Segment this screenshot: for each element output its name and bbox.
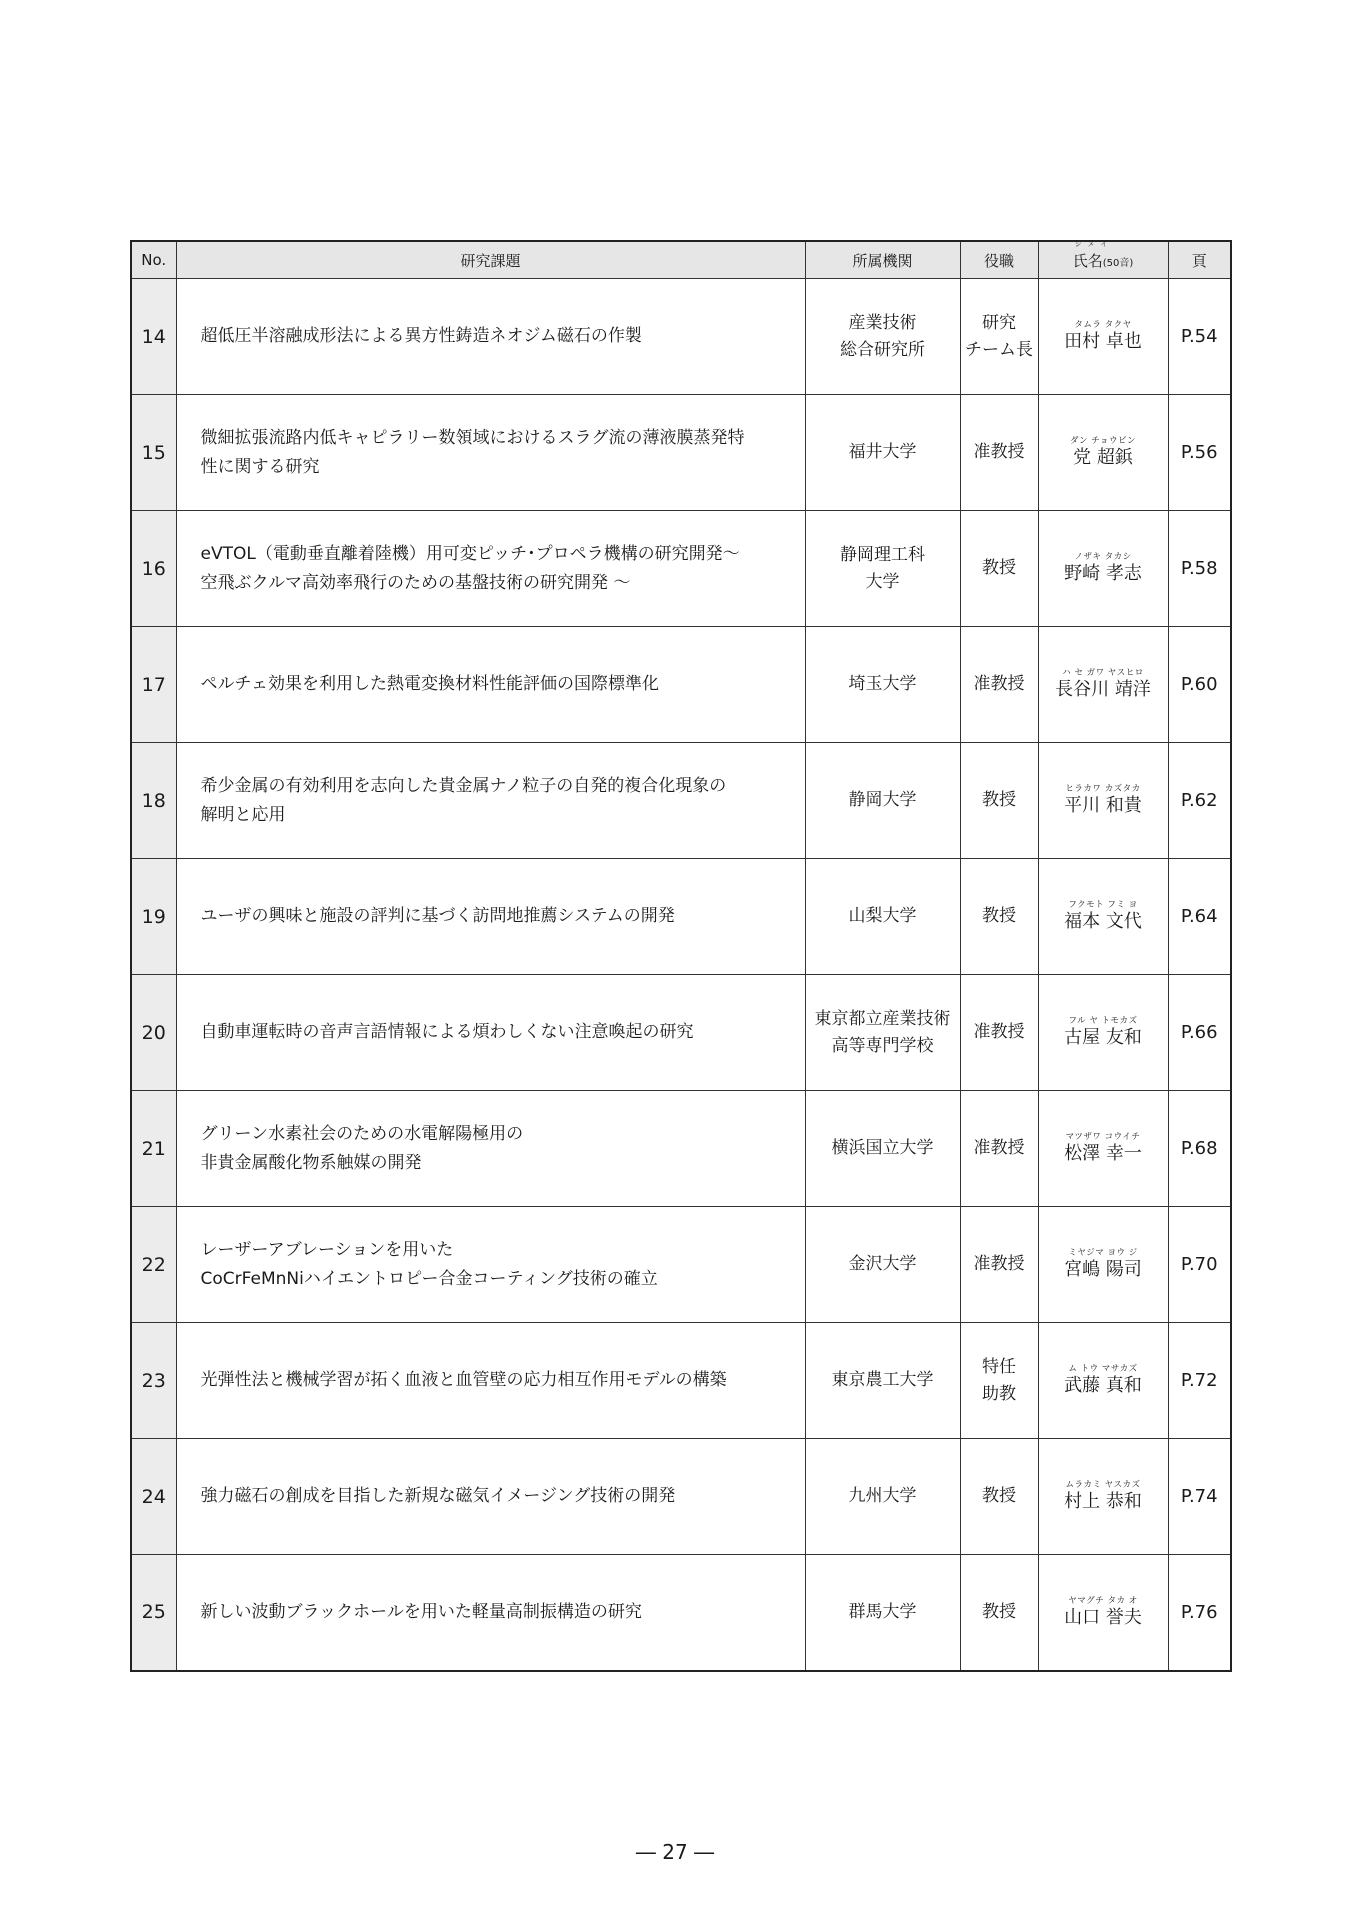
table-row xyxy=(131,1091,1231,1207)
row-name: 長谷川 靖洋 xyxy=(1055,679,1151,700)
header-name-cell xyxy=(1038,241,1168,279)
row-title-line: 空飛ぶクルマ高効率飛行のための基盤技術の研究開発 ～ xyxy=(200,572,631,593)
row-position-line: 准教授 xyxy=(973,1022,1025,1042)
row-no: 15 xyxy=(131,395,176,511)
row-org-line: 九州大学 xyxy=(848,1486,917,1506)
row-org-line: 静岡大学 xyxy=(848,790,917,810)
row-org-line: 産業技術 xyxy=(848,312,917,333)
row-position-line: 准教授 xyxy=(973,674,1025,694)
row-no: 16 xyxy=(131,511,176,627)
row-position-line: 教授 xyxy=(982,1486,1016,1506)
row-title xyxy=(176,743,805,859)
row-org-line: 高等専門学校 xyxy=(831,1035,934,1056)
row-title xyxy=(176,279,805,395)
row-org-line: 大学 xyxy=(865,571,900,592)
header-org: 所属機関 xyxy=(805,241,960,279)
row-name-cell xyxy=(1038,1555,1168,1671)
row-no: 17 xyxy=(131,627,176,743)
row-title xyxy=(176,1091,805,1207)
row-org xyxy=(805,511,960,627)
table-row xyxy=(131,859,1231,975)
row-page: P.62 xyxy=(1168,743,1231,859)
table-row xyxy=(131,279,1231,395)
row-name-ruby: ノザキ タカシ xyxy=(1074,552,1132,562)
header-title: 研究課題 xyxy=(176,241,805,279)
row-org-line: 横浜国立大学 xyxy=(831,1138,934,1158)
row-no: 24 xyxy=(131,1439,176,1555)
row-page: P.72 xyxy=(1168,1323,1231,1439)
row-title-line: 超低圧半溶融成形法による異方性鋳造ネオジム磁石の作製 xyxy=(200,326,642,346)
row-name-ruby: フル ヤ トモカズ xyxy=(1068,1016,1138,1026)
row-title-line: グリーン水素社会のための水電解陽極用の xyxy=(200,1123,524,1144)
row-org xyxy=(805,975,960,1091)
row-position xyxy=(960,859,1038,975)
row-name-cell xyxy=(1038,1091,1168,1207)
row-no: 18 xyxy=(131,743,176,859)
header-no: No. xyxy=(131,241,176,279)
row-name-ruby: タムラ タクヤ xyxy=(1074,320,1132,330)
row-title xyxy=(176,975,805,1091)
row-name: 党 超鋲 xyxy=(1073,447,1133,468)
row-org xyxy=(805,859,960,975)
row-no: 21 xyxy=(131,1091,176,1207)
row-title-line: 希少金属の有効利用を志向した貴金属ナノ粒子の自発的複合化現象の xyxy=(200,775,727,796)
table-row xyxy=(131,975,1231,1091)
table-row xyxy=(131,1207,1231,1323)
row-org xyxy=(805,1555,960,1671)
row-title xyxy=(176,859,805,975)
row-name-ruby: ヤマグチ タカ オ xyxy=(1068,1595,1138,1606)
row-name-cell xyxy=(1038,511,1168,627)
row-org-line: 山梨大学 xyxy=(848,906,917,926)
research-table xyxy=(130,240,1232,1672)
row-org-line: 群馬大学 xyxy=(848,1601,917,1622)
row-org-line: 静岡理工科 xyxy=(840,544,925,565)
row-name: 平川 和貴 xyxy=(1064,795,1142,816)
row-page: P.66 xyxy=(1168,975,1231,1091)
row-name-ruby: マツザワ コウイチ xyxy=(1065,1132,1141,1142)
table-row xyxy=(131,1323,1231,1439)
row-org-line: 金沢大学 xyxy=(848,1254,917,1274)
table-row xyxy=(131,743,1231,859)
row-title xyxy=(176,1439,805,1555)
row-position-line: 准教授 xyxy=(973,1138,1025,1158)
row-page: P.64 xyxy=(1168,859,1231,975)
row-name: 田村 卓也 xyxy=(1064,331,1142,352)
row-name: 武藤 真和 xyxy=(1064,1375,1142,1396)
row-title-line: 性に関する研究 xyxy=(200,456,320,477)
row-org xyxy=(805,627,960,743)
header-position: 役職 xyxy=(960,241,1038,279)
row-title xyxy=(176,1555,805,1671)
row-name-cell xyxy=(1038,1439,1168,1555)
row-no: 22 xyxy=(131,1207,176,1323)
row-name-cell xyxy=(1038,627,1168,743)
row-page: P.70 xyxy=(1168,1207,1231,1323)
row-name: 山口 誉夫 xyxy=(1064,1606,1142,1628)
row-org xyxy=(805,1207,960,1323)
table-row xyxy=(131,511,1231,627)
row-position-line: 教授 xyxy=(982,790,1016,810)
row-org-line: 福井大学 xyxy=(848,442,917,462)
row-title-line: 自動車運転時の音声言語情報による煩わしくない注意喚起の研究 xyxy=(200,1022,694,1042)
research-list xyxy=(130,240,1230,1672)
row-position-line: 教授 xyxy=(982,906,1016,926)
row-name: 松澤 幸一 xyxy=(1064,1143,1142,1164)
row-org xyxy=(805,279,960,395)
row-title xyxy=(176,511,805,627)
row-position xyxy=(960,627,1038,743)
row-org-line: 東京農工大学 xyxy=(831,1370,934,1390)
header-name-wrap xyxy=(1072,239,1114,271)
row-name: 宮嶋 陽司 xyxy=(1064,1259,1142,1280)
row-name-cell xyxy=(1038,975,1168,1091)
row-position xyxy=(960,743,1038,859)
table-row xyxy=(131,1439,1231,1555)
row-position-line: 特任 xyxy=(982,1356,1016,1377)
row-position-line: 准教授 xyxy=(973,442,1025,462)
row-title-line: 光弾性法と機械学習が拓く血液と血管壁の応力相互作用モデルの構築 xyxy=(200,1370,727,1390)
row-position-line: 助教 xyxy=(982,1383,1016,1404)
row-name-ruby: ダン チョウビン xyxy=(1069,436,1137,446)
row-name-cell xyxy=(1038,395,1168,511)
row-no: 19 xyxy=(131,859,176,975)
row-name-cell xyxy=(1038,279,1168,395)
row-name-ruby: ハ セ ガワ ヤスヒロ xyxy=(1062,668,1144,678)
row-title xyxy=(176,395,805,511)
row-title xyxy=(176,1323,805,1439)
row-title-line: 非貴金属酸化物系触媒の開発 xyxy=(200,1152,422,1173)
header-name-ruby: シメイ xyxy=(1074,239,1114,248)
row-title-line: 微細拡張流路内低キャピラリー数領域におけるスラグ流の薄液膜蒸発特 xyxy=(200,427,745,448)
row-name: 古屋 友和 xyxy=(1064,1027,1142,1048)
row-position xyxy=(960,975,1038,1091)
row-title-line: ユーザの興味と施設の評判に基づく訪問地推薦システムの開発 xyxy=(200,906,675,926)
row-name-cell xyxy=(1038,743,1168,859)
row-title-line: 強力磁石の創成を目指した新規な磁気イメージング技術の開発 xyxy=(200,1486,676,1506)
page-number: ― 27 ― xyxy=(635,1840,715,1864)
row-title xyxy=(176,627,805,743)
row-position xyxy=(960,1207,1038,1323)
header-page: 頁 xyxy=(1168,241,1231,279)
row-page: P.60 xyxy=(1168,627,1231,743)
row-name: 村上 恭和 xyxy=(1064,1491,1142,1512)
row-name-cell xyxy=(1038,1323,1168,1439)
row-name: 野崎 孝志 xyxy=(1064,563,1142,584)
table-header-row xyxy=(131,241,1231,279)
row-org xyxy=(805,1091,960,1207)
row-no: 20 xyxy=(131,975,176,1091)
row-name-ruby: ミヤジマ ヨウ ジ xyxy=(1068,1248,1138,1258)
row-org xyxy=(805,1439,960,1555)
row-position xyxy=(960,511,1038,627)
row-position xyxy=(960,1091,1038,1207)
row-title-line: レーザーアブレーションを用いた xyxy=(200,1239,454,1260)
row-page: P.58 xyxy=(1168,511,1231,627)
row-no: 23 xyxy=(131,1323,176,1439)
row-name-ruby: ムラカミ ヤスカズ xyxy=(1065,1480,1141,1490)
row-title xyxy=(176,1207,805,1323)
table-row xyxy=(131,1555,1231,1671)
row-org-line: 総合研究所 xyxy=(840,339,925,360)
row-org-line: 埼玉大学 xyxy=(848,674,917,694)
row-no: 25 xyxy=(131,1555,176,1671)
row-position-line: 教授 xyxy=(982,558,1016,578)
row-name: 福本 文代 xyxy=(1064,911,1142,932)
row-name-cell xyxy=(1038,859,1168,975)
row-org xyxy=(805,743,960,859)
row-page: P.76 xyxy=(1168,1555,1231,1671)
row-position-line: 准教授 xyxy=(973,1254,1025,1274)
row-title-line: eVTOL（電動垂直離着陸機）用可変ピッチ･プロペラ機構の研究開発～ xyxy=(200,543,740,564)
row-position-line: チーム長 xyxy=(965,339,1033,360)
row-title-line: CoCrFeMnNiハイエントロピー合金コーティング技術の確立 xyxy=(200,1268,658,1289)
row-position xyxy=(960,395,1038,511)
row-position-line: 研究 xyxy=(982,312,1016,333)
row-name-cell xyxy=(1038,1207,1168,1323)
row-position xyxy=(960,279,1038,395)
row-name-ruby: ム トウ マサカズ xyxy=(1068,1364,1138,1374)
row-title-line: 解明と応用 xyxy=(200,804,286,825)
row-name-ruby: ヒラカワ カズタカ xyxy=(1065,784,1141,794)
row-title-line: 新しい波動ブラックホールを用いた軽量高制振構造の研究 xyxy=(200,1601,642,1622)
row-no: 14 xyxy=(131,279,176,395)
row-name-ruby: フクモト フミ ヨ xyxy=(1068,900,1138,910)
row-position xyxy=(960,1555,1038,1671)
row-page: P.74 xyxy=(1168,1439,1231,1555)
row-org xyxy=(805,1323,960,1439)
row-page: P.68 xyxy=(1168,1091,1231,1207)
row-page: P.56 xyxy=(1168,395,1231,511)
row-position xyxy=(960,1323,1038,1439)
row-title-line: ペルチェ効果を利用した熱電変換材料性能評価の国際標準化 xyxy=(200,674,659,694)
row-position xyxy=(960,1439,1038,1555)
header-name-sub: (50音) xyxy=(1102,257,1134,269)
header-name: 氏名 xyxy=(1072,251,1103,270)
row-page: P.54 xyxy=(1168,279,1231,395)
table-row xyxy=(131,627,1231,743)
table-row xyxy=(131,395,1231,511)
row-position-line: 教授 xyxy=(982,1601,1016,1622)
table-body xyxy=(131,279,1231,1671)
row-org xyxy=(805,395,960,511)
row-org-line: 東京都立産業技術 xyxy=(814,1008,951,1029)
